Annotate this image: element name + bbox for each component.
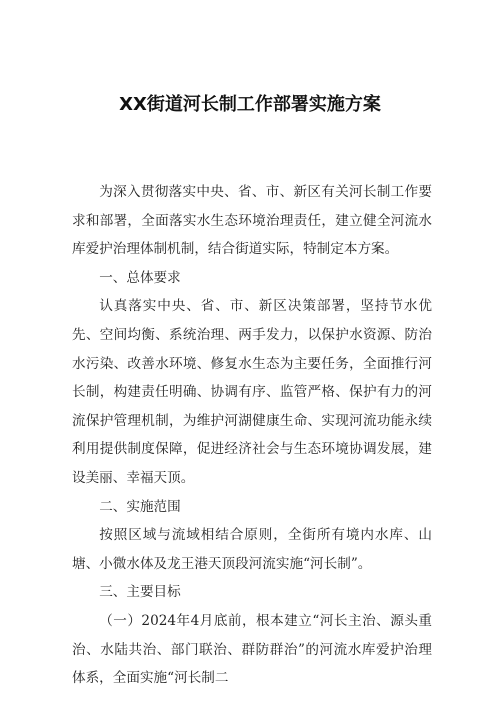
document-body (72, 178, 432, 693)
document-title: XX街道河长制工作部署实施方案 (119, 94, 381, 115)
section-heading-general-requirements: 一、总体要求 (99, 269, 181, 286)
section-heading-scope: 二、实施范围 (99, 498, 181, 515)
section-text-main-goals: （一）2024年4月底前，根本建立“河长主治、源头重治、水陆共治、部门联治、群防群治”的河流水库爱护治理体系，全面实施“河长制二 (72, 612, 432, 687)
section-text-scope: 按照区域与流域相结合原则，全街所有境内水库、山塘、小微水体及龙王港天顶段河流实施“河长制”。 (72, 527, 432, 572)
section-heading-main-goals: 三、主要目标 (99, 584, 181, 601)
intro-paragraph: 为深入贯彻落实中央、省、市、新区有关河长制工作要求和部署，全面落实水生态环境治理责任，建立健全河流水库爱护治理体制机制，结合街道实际，特制定本方案。 (72, 184, 432, 258)
section-text-general-requirements: 认真落实中央、省、市、新区决策部署，坚持节水优先、空间均衡、系统治理、两手发力，以保护水资源、防治水污染、改善水环境、修复水生态为主要任务，全面推行河长制，构建责任明确、协调有序、监管严格、保护有力的河流保护管理机制，为维护河湖健康生命、实现河流功能永续利用提供制度保障，促进经济社会与生态环境协调发展，建设美丽、幸福天顶。 (72, 298, 432, 486)
